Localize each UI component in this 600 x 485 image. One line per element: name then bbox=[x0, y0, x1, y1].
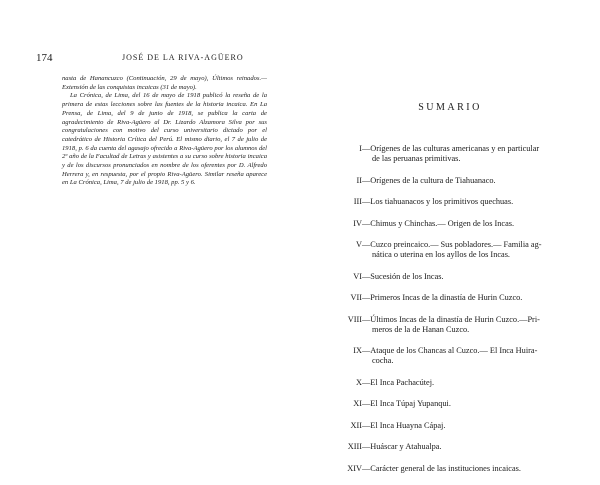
toc-line: —Ataque de los Chancas al Cuzco.— El Inca Huira- bbox=[362, 346, 538, 355]
toc-line: —Orígenes de las culturas americanas y en particular bbox=[362, 144, 540, 153]
toc-text bbox=[362, 464, 574, 474]
toc-number: III bbox=[353, 197, 362, 206]
toc-number: VI bbox=[353, 271, 362, 281]
toc-entry bbox=[334, 442, 574, 452]
toc-number: X bbox=[356, 377, 362, 387]
sumario-title: SUMARIO bbox=[418, 102, 482, 113]
toc-line: —El Inca Huayna Cápaj. bbox=[362, 420, 446, 430]
toc-text bbox=[362, 144, 574, 164]
toc-text bbox=[362, 315, 574, 335]
right-page bbox=[300, 0, 600, 473]
toc-text bbox=[362, 399, 574, 409]
paragraph: La Crónica, de Lima, del 16 de mayo de 1918 publicó la reseña de la primera de estas lecciones sobre las fuentes de la historia incaica. En La Prensa, de Lima, del 9 de junio de 1918, se publica la carta de agradecimiento de Riva-Agüero al Dr. Lizardo Alzamora Silva por sus congratulaciones con motivo del curso universitario dictado por el catedrático de Historia Crítica del Perú. El mismo diario, el 7 de julio de 1918, p. 6 da cuenta del agasajo ofrecido a Riva-Agüero por los alumnos del 2º año de la Facultad de Letras y asistentes a su curso sobre historia incaica y de los discursos pronunciados en nombre de los oferentes por D. Alfredo Herrera y, en respuesta, por el propio Riva-Agüero. Similar reseña aparece en La Crónica, Lima, 7 de julio de 1918, pp. 5 y 6. bbox=[62, 92, 267, 187]
toc-line: —Los tiahuanacos y los primitivos quechuas. bbox=[362, 197, 514, 206]
toc-line-continued: meros de la de Hanan Cuzco. bbox=[372, 324, 470, 334]
toc-entry bbox=[334, 315, 574, 335]
toc-entry bbox=[334, 219, 574, 229]
footnote-text bbox=[62, 75, 267, 188]
toc-line: —El Inca Túpaj Yupanqui. bbox=[362, 399, 451, 408]
toc-text bbox=[362, 293, 574, 303]
toc-entry bbox=[334, 399, 574, 409]
toc-line: —Sucesión de los Incas. bbox=[362, 271, 444, 281]
toc-text bbox=[362, 421, 574, 431]
toc-text bbox=[362, 272, 574, 282]
toc-line: —Últimos Incas de la dinastía de Hurin Cuzco.—Pri- bbox=[362, 314, 540, 324]
toc-entry bbox=[334, 293, 574, 303]
toc-number: XIII bbox=[347, 442, 362, 451]
toc-line: —Cuzco preincaico.— Sus pobladores.— Familia ag- bbox=[362, 240, 542, 249]
toc-number: I bbox=[359, 144, 362, 153]
toc-number: IV bbox=[353, 218, 362, 228]
table-of-contents bbox=[334, 144, 574, 485]
toc-entry bbox=[334, 378, 574, 388]
toc-entry bbox=[334, 346, 574, 366]
toc-entry bbox=[334, 144, 574, 164]
toc-line-continued: de las peruanas primitivas. bbox=[372, 154, 461, 163]
page-header bbox=[36, 52, 286, 66]
toc-text bbox=[362, 197, 574, 207]
toc-entry bbox=[334, 197, 574, 207]
toc-line-continued: cocha. bbox=[372, 356, 394, 365]
paragraph: nasta de Hanancuzco (Continuación, 29 de mayo), Últimos reinados.— Extensión de las conquistas incaicas (31 de mayo). bbox=[62, 75, 267, 91]
toc-line-continued: nática o uterina en los ayllos de los Incas. bbox=[372, 250, 511, 259]
toc-number: XIV bbox=[347, 463, 362, 473]
toc-entry bbox=[334, 272, 574, 282]
toc-number: XII bbox=[350, 420, 362, 430]
left-page bbox=[0, 0, 300, 458]
toc-text bbox=[362, 442, 574, 452]
toc-number: VII bbox=[350, 293, 362, 302]
toc-entry bbox=[334, 176, 574, 186]
toc-line: —Huáscar y Atahualpa. bbox=[362, 442, 442, 451]
page-number: 174 bbox=[36, 52, 53, 64]
toc-entry bbox=[334, 240, 574, 260]
toc-number: II bbox=[356, 175, 362, 185]
toc-number: V bbox=[356, 240, 362, 249]
toc-number: VIII bbox=[347, 314, 362, 324]
toc-text bbox=[362, 219, 574, 229]
toc-entry bbox=[334, 464, 574, 474]
toc-line: —Chimus y Chinchas.— Origen de los Incas. bbox=[362, 218, 515, 228]
toc-entry bbox=[334, 421, 574, 431]
toc-text bbox=[362, 176, 574, 186]
toc-line: —Carácter general de las instituciones incaicas. bbox=[362, 463, 521, 473]
toc-text bbox=[362, 378, 574, 388]
toc-number: XI bbox=[353, 399, 362, 408]
toc-line: —Orígenes de la cultura de Tiahuanaco. bbox=[362, 175, 496, 185]
toc-line: —Primeros Incas de la dinastía de Hurin Cuzco. bbox=[362, 293, 523, 302]
toc-text bbox=[362, 240, 574, 260]
running-head: JOSÉ DE LA RIVA-AGÜERO bbox=[122, 53, 244, 62]
toc-text bbox=[362, 346, 574, 366]
toc-number: IX bbox=[353, 346, 362, 355]
toc-line: —El Inca Pachacútej. bbox=[362, 377, 435, 387]
